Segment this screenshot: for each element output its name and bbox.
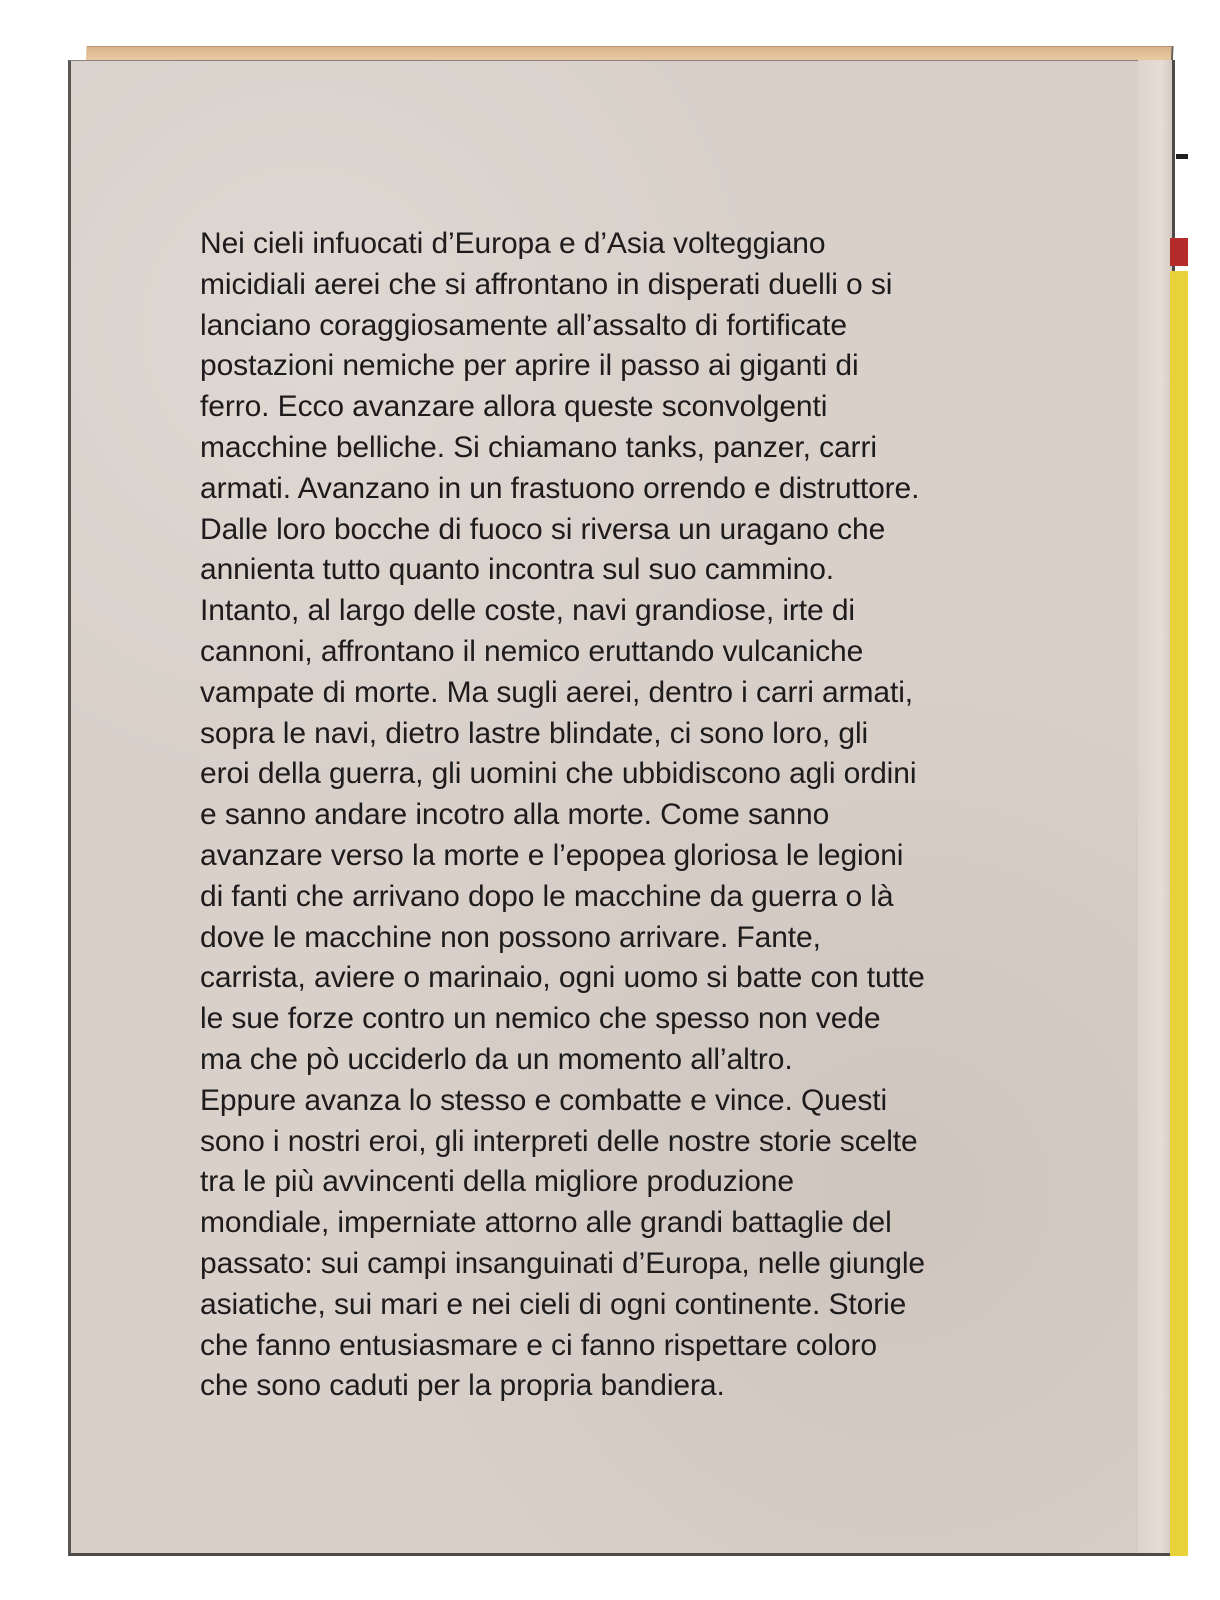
text-line: sono i nostri eroi, gli interpreti delle nostre storie scelte — [200, 1124, 918, 1158]
text-line: sopra le navi, dietro lastre blindate, ci sono loro, gli — [200, 716, 869, 750]
text-line: le sue forze contro un nemico che spesso non vede — [200, 1002, 881, 1036]
text-line: eroi della guerra, gli uomini che ubbidiscono agli ordini — [200, 757, 917, 791]
book-back-cover — [68, 46, 1175, 1556]
text-line: postazioni nemiche per aprire il passo ai giganti di — [200, 349, 859, 383]
text-line: ferro. Ecco avanzare allora queste sconvolgenti — [200, 390, 828, 424]
text-line: Nei cieli infuocati d’Europa e d’Asia volteggiano — [200, 227, 826, 260]
text-line: dove le macchine non possono arrivare. Fante, — [200, 920, 821, 954]
text-line: avanzare verso la morte e l’epopea gloriosa le legioni — [200, 838, 904, 872]
text-line: armati. Avanzano in un frastuono orrendo e distruttore. — [200, 471, 920, 505]
text-line: e sanno andare incotro alla morte. Come sanno — [200, 798, 830, 832]
text-line: lanciano coraggiosamente all’assalto di fortificate — [200, 308, 847, 342]
text-line: di fanti che arrivano dopo le macchine da guerra o là — [200, 879, 894, 913]
spine-yellow-stripe — [1170, 271, 1188, 1556]
back-cover-text — [200, 224, 1100, 1407]
spine-red-stripe — [1170, 238, 1188, 266]
text-line: cannoni, affrontano il nemico eruttando vulcaniche — [200, 634, 864, 668]
text-line: carrista, aviere o marinaio, ogni uomo si batte con tutte — [200, 961, 925, 995]
text-line: asiatiche, sui mari e nei cieli di ogni continente. Storie — [200, 1287, 907, 1321]
text-line: Eppure avanza lo stesso e combatte e vince. Questi — [200, 1083, 888, 1117]
text-line: Dalle loro bocche di fuoco si riversa un uragano che — [200, 512, 886, 546]
text-line: che fanno entusiasmare e ci fanno rispettare coloro — [200, 1328, 877, 1362]
text-line: micidiali aerei che si affrontano in disperati duelli o si — [200, 267, 893, 301]
text-line: vampate di morte. Ma sugli aerei, dentro i carri armati, — [200, 675, 914, 709]
text-line: che sono caduti per la propria bandiera. — [200, 1369, 725, 1403]
text-line: macchine belliche. Si chiamano tanks, panzer, carri — [200, 430, 877, 464]
text-line: tra le più avvincenti della migliore produzione — [200, 1165, 794, 1199]
spine-dark-mark — [1176, 154, 1188, 159]
text-line: Intanto, al largo delle coste, navi grandiose, irte di — [200, 594, 855, 628]
text-line: mondiale, imperniate attorno alle grandi battaglie del — [200, 1206, 892, 1240]
text-line: ma che pò ucciderlo da un momento all’altro. — [200, 1042, 793, 1076]
text-line: passato: sui campi insanguinati d’Europa, nelle giungle — [200, 1246, 925, 1280]
text-line: annienta tutto quanto incontra sul suo cammino. — [200, 553, 835, 587]
